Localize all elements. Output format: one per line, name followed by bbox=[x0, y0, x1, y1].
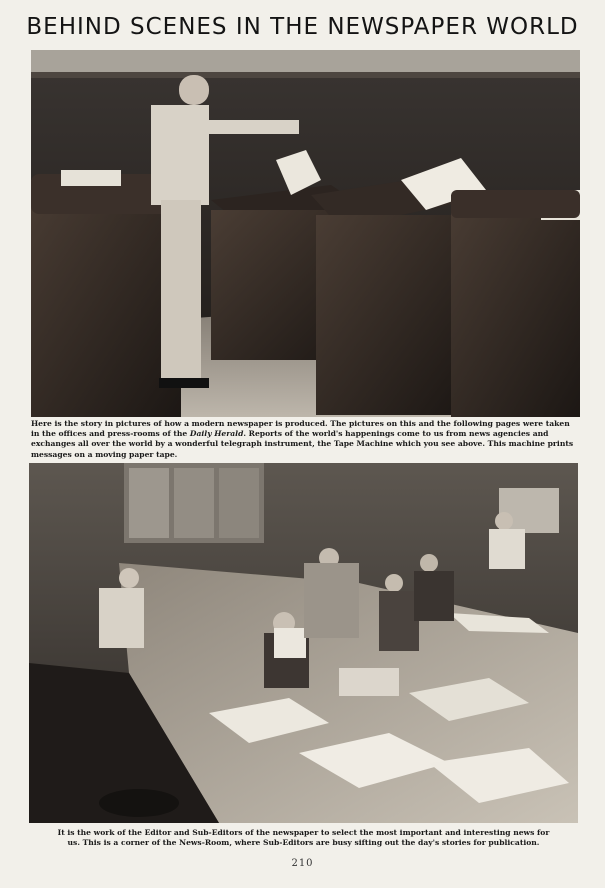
page-title: BEHIND SCENES IN THE NEWSPAPER WORLD bbox=[26, 14, 579, 40]
page-number: 210 bbox=[291, 858, 314, 869]
tape-machine-photo bbox=[31, 50, 580, 417]
news-room-photo bbox=[29, 463, 578, 823]
caption-bottom-line2: us. This is a corner of the News-Room, where Sub-Editors are busy sifting out the day's stories for publication. bbox=[67, 838, 540, 848]
caption-top-part1: Here is the story in pictures of how a modern newspaper is produced. The pictures on this and the following pages were taken in the offices and press-rooms of the bbox=[31, 419, 570, 439]
caption-top-part2: . Reports of the world's happenings come to us from news agencies and exchanges all over the world by a wonderful telegraph instrument, the Tape Machine which you see above. This machine prints messages on a moving paper tape. bbox=[31, 429, 574, 459]
tape-machine-illustration bbox=[31, 50, 580, 417]
news-room-caption bbox=[29, 828, 578, 848]
caption-top-newspaper-name: Daily Herald bbox=[189, 429, 244, 439]
tape-machine-caption bbox=[31, 419, 580, 460]
news-room-illustration bbox=[29, 463, 578, 823]
caption-bottom-line1: It is the work of the Editor and Sub-Editors of the newspaper to select the most important and interesting news for bbox=[57, 828, 550, 837]
